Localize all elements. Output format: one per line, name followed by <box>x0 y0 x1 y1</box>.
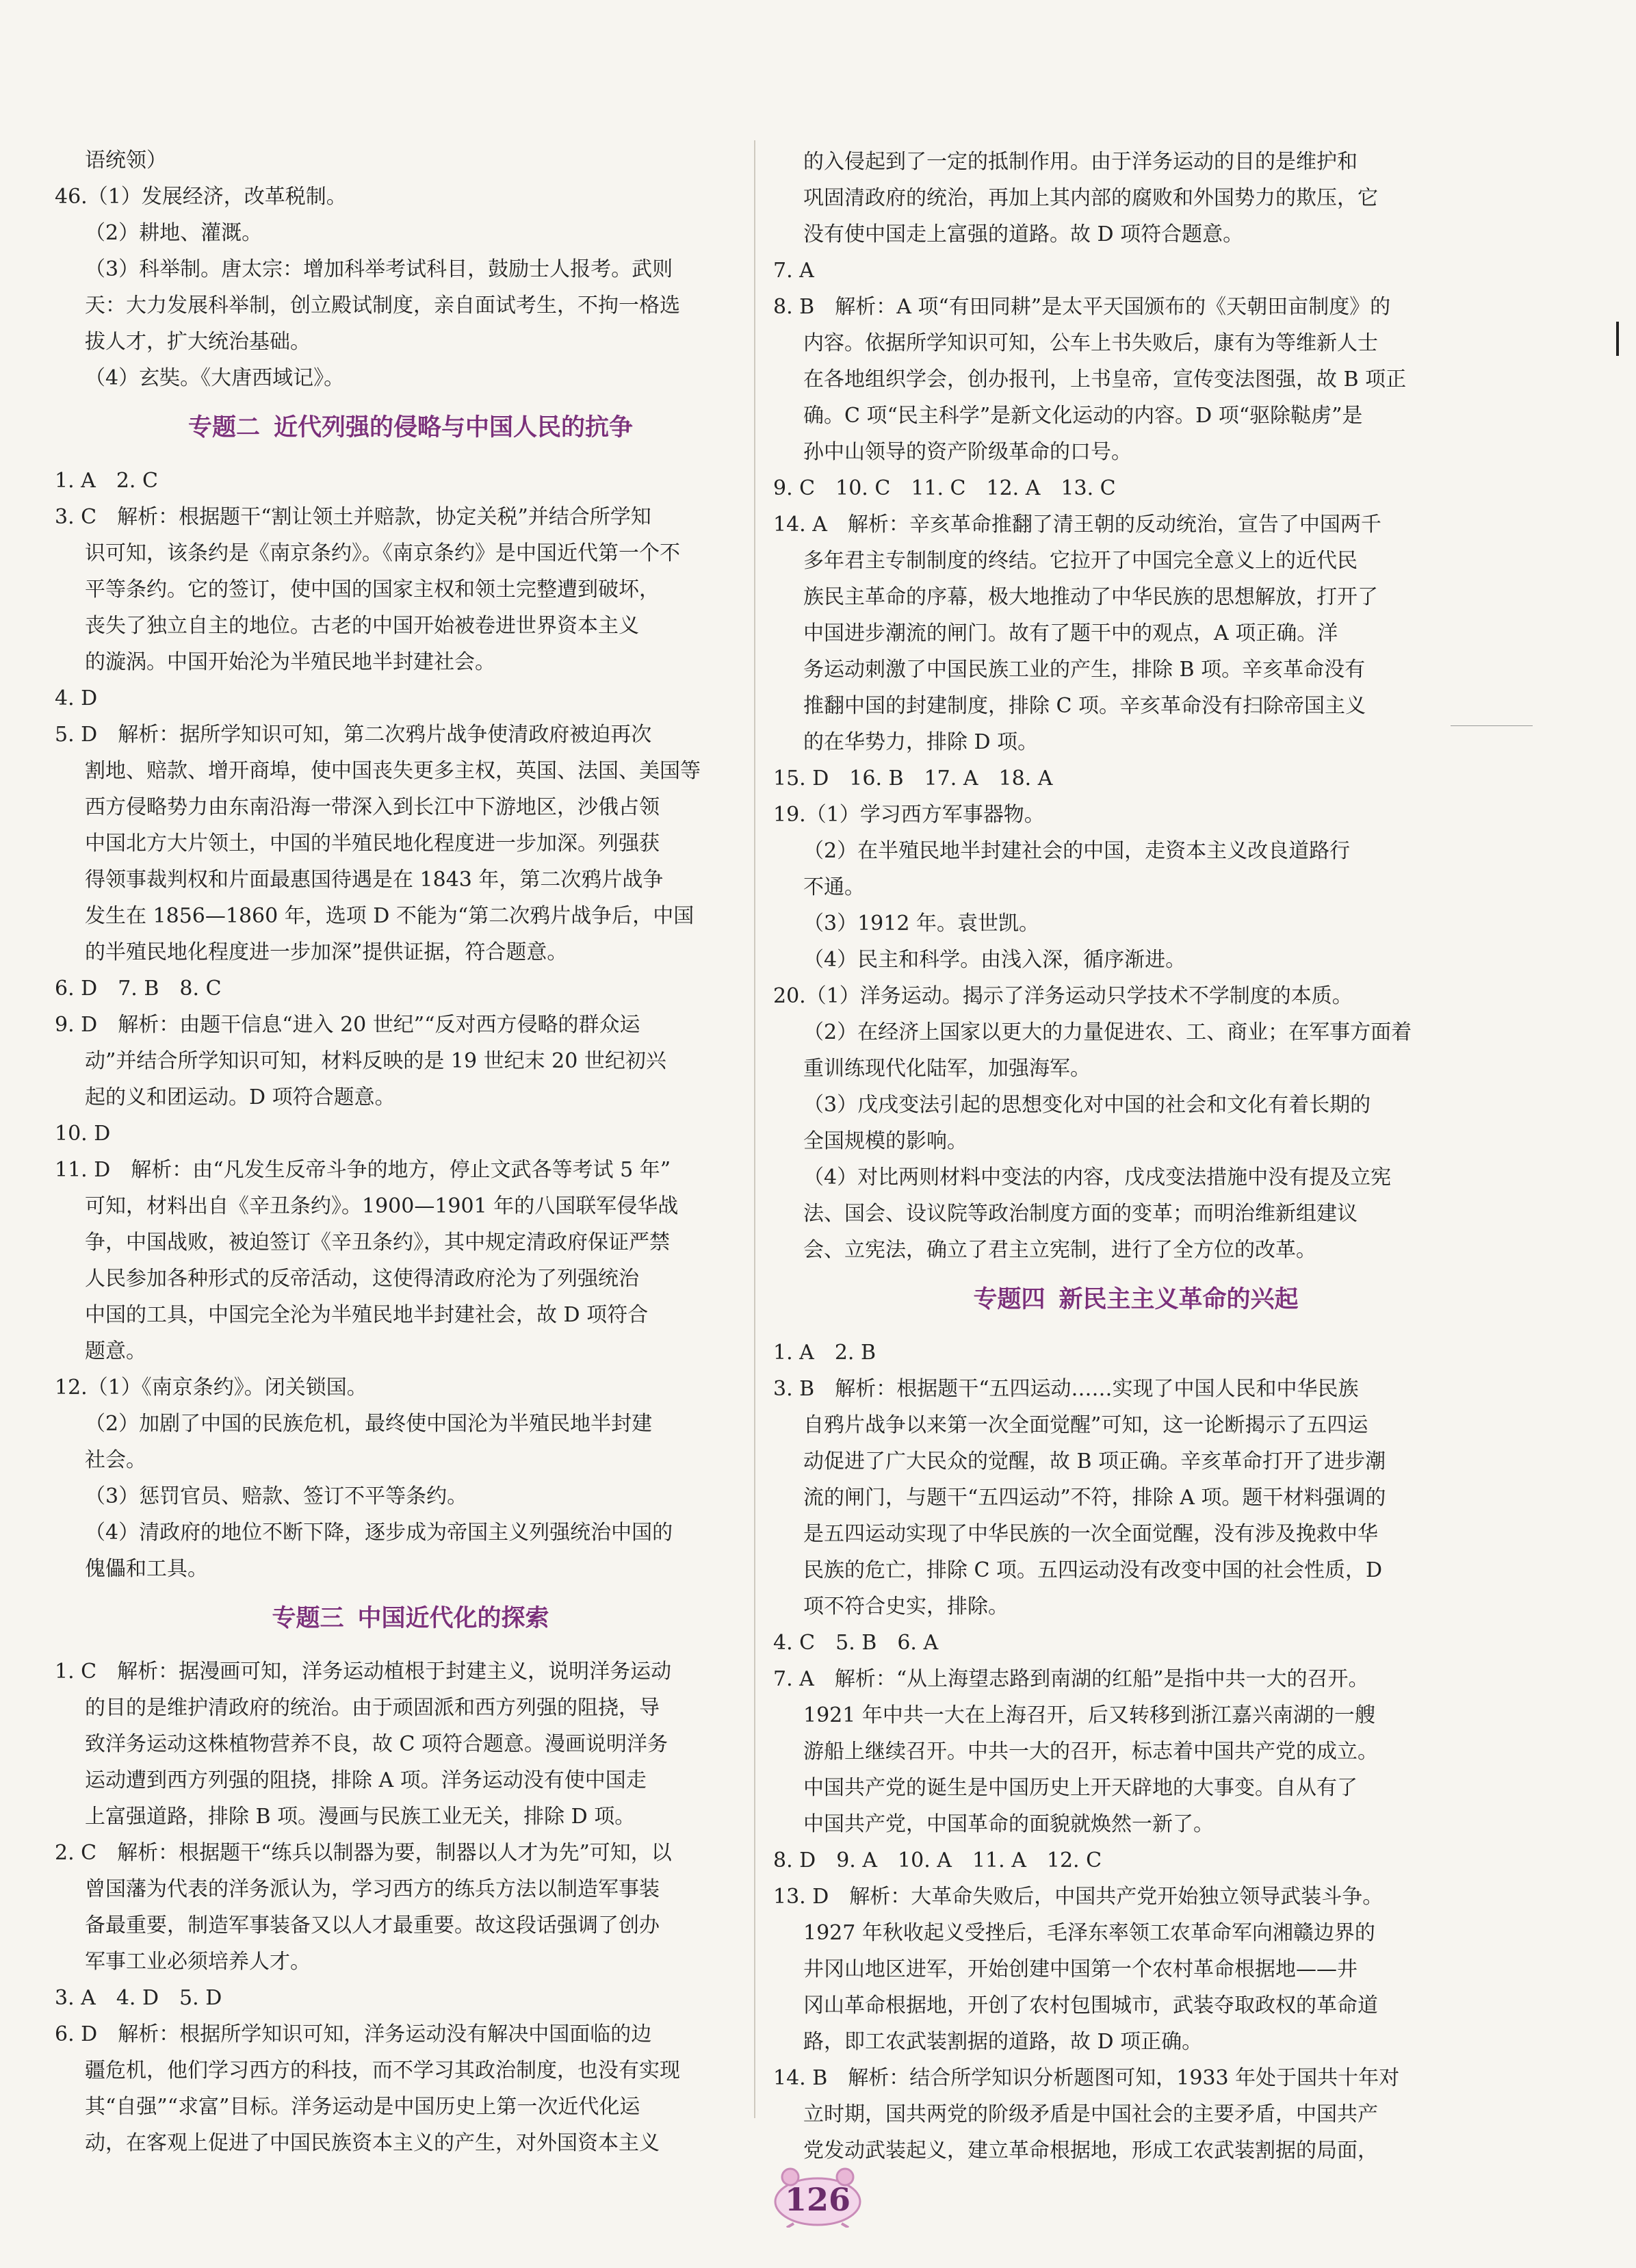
section-heading-title: 近代列强的侵略与中国人民的抗争 <box>274 414 634 441</box>
text-line: 会、立宪法，确立了君主立宪制，进行了全方位的改革。 <box>803 1238 1316 1262</box>
text-line: 的漩涡。中国开始沦为半殖民地半封建社会。 <box>85 650 495 674</box>
text-line: 西方侵略势力由东南沿海一带深入到长江中下游地区，沙俄占领 <box>85 795 660 819</box>
text-line: 割地、赔款、增开商埠，使中国丧失更多主权，英国、法国、美国等 <box>85 759 701 783</box>
text-line: 3. A 4. D 5. D <box>55 1986 222 2010</box>
text-line: 不通。 <box>803 875 865 899</box>
text-line: 13. D 解析：大革命失败后，中国共产党开始独立领导武装斗争。 <box>773 1885 1384 1909</box>
text-line: 内容。依据所学知识可知，公车上书失败后，康有为等维新人士 <box>803 331 1378 355</box>
section-heading-prefix: 专题二 <box>187 414 260 441</box>
text-line: 7. A <box>773 259 814 283</box>
text-line: 动促进了广大民众的觉醒，故 B 项正确。辛亥革命打开了进步潮 <box>803 1449 1386 1473</box>
text-line: （4）玄奘。《大唐西域记》。 <box>85 366 345 390</box>
text-line: 路，即工农武装割据的道路，故 D 项正确。 <box>803 2030 1203 2054</box>
text-line: 人民参加各种形式的反帝活动，这使得清政府沦为了列强统治 <box>85 1267 639 1291</box>
text-line: 项不符合史实，排除。 <box>803 1595 1009 1619</box>
text-line: 重训练现代化陆军，加强海军。 <box>803 1057 1091 1081</box>
text-line: 2. C 解析：根据题干“练兵以制器为要，制器以人才为先”可知，以 <box>55 1841 672 1865</box>
text-line: 族民主革命的序幕，极大地推动了中华民族的思想解放，打开了 <box>803 585 1378 609</box>
text-line: 疆危机，他们学习西方的科技，而不学习其政治制度，也没有实现 <box>85 2059 680 2083</box>
text-line: 1921 年中共一大在上海召开，后又转移到浙江嘉兴南湖的一艘 <box>803 1703 1375 1727</box>
text-line: 中国的工具，中国完全沦为半殖民地半封建社会，故 D 项符合 <box>85 1303 649 1327</box>
text-line: 11. D 解析：由“凡发生反帝斗争的地方，停止文武各等考试 5 年” <box>55 1158 671 1182</box>
section-heading <box>55 404 766 452</box>
text-line: 法、国会、设议院等政治制度方面的变革；而明治维新组建议 <box>803 1202 1358 1226</box>
text-line: 3. B 解析：根据题干“五四运动……实现了中国人民和中华民族 <box>773 1377 1359 1401</box>
text-line: （3）1912 年。袁世凯。 <box>803 912 1039 936</box>
text-line: 7. A 解析：“从上海望志路到南湖的红船”是指中共一大的召开。 <box>773 1667 1369 1691</box>
text-line: （2）耕地、灌溉。 <box>85 221 263 245</box>
text-line: 1927 年秋收起义受挫后，毛泽东率领工农革命军向湘赣边界的 <box>803 1921 1375 1945</box>
text-line: （3）惩罚官员、赔款、签订不平等条约。 <box>85 1484 468 1508</box>
text-line: 动，在客观上促进了中国民族资本主义的产生，对外国资本主义 <box>85 2131 660 2155</box>
text-line: 社会。 <box>85 1448 146 1472</box>
page-number: 126 <box>784 2181 851 2218</box>
text-line: 6. D 解析：根据所学知识可知，洋务运动没有解决中国面临的边 <box>55 2022 652 2046</box>
text-line: 在各地组织学会，创办报刊，上书皇帝，宣传变法图强，故 B 项正 <box>803 368 1407 391</box>
text-line: 14. A 解析：辛亥革命推翻了清王朝的反动统治，宣告了中国两千 <box>773 513 1381 537</box>
text-line: （3）戊戌变法引起的思想变化对中国的社会和文化有着长期的 <box>803 1093 1371 1117</box>
section-heading-title: 中国近代化的探索 <box>357 1605 549 1632</box>
section-heading-prefix: 专题三 <box>272 1605 344 1632</box>
text-line: 运动遭到西方列强的阻挠，排除 A 项。洋务运动没有使中国走 <box>85 1768 647 1792</box>
text-line: 其“自强”“求富”目标。洋务运动是中国历史上第一次近代化运 <box>85 2095 640 2119</box>
text-line: 军事工业必须培养人才。 <box>85 1950 311 1974</box>
edge-mark <box>1616 322 1619 356</box>
text-line: 全国规模的影响。 <box>803 1129 968 1153</box>
text-line: 1. C 解析：据漫画可知，洋务运动植根于封建主义，说明洋务运动 <box>55 1660 672 1684</box>
text-line: 8. B 解析：A 项“有田同耕”是太平天国颁布的《天朝田亩制度》的 <box>773 295 1391 319</box>
text-line: 多年君主专制制度的终结。它拉开了中国完全意义上的近代民 <box>803 549 1358 573</box>
text-line: 识可知，该条约是《南京条约》。《南京条约》是中国近代第一个不 <box>85 541 680 565</box>
text-line: 务运动刺激了中国民族工业的产生，排除 B 项。辛亥革命没有 <box>803 658 1366 682</box>
text-line: 起的义和团运动。D 项符合题意。 <box>85 1085 395 1109</box>
section-heading-prefix: 专题四 <box>973 1286 1046 1313</box>
text-line: 中国共产党，中国革命的面貌就焕然一新了。 <box>803 1812 1214 1836</box>
text-line: 傀儡和工具。 <box>85 1557 208 1581</box>
text-line: 天：大力发展科举制，创立殿试制度，亲自面试考生，不拘一格选 <box>85 294 680 318</box>
text-line: 冈山革命根据地，开创了农村包围城市，武装夺取政权的革命道 <box>803 1994 1378 2018</box>
text-line: 中国共产党的诞生是中国历史上开天辟地的大事变。自从有了 <box>803 1776 1358 1800</box>
text-line: 3. C 解析：根据题干“割让领土并赔款，协定关税”并结合所学知 <box>55 505 651 529</box>
section-heading-title: 新民主主义革命的兴起 <box>1059 1286 1299 1313</box>
text-line: 12.（1）《南京条约》。闭关锁国。 <box>55 1376 367 1400</box>
text-line: 上富强道路，排除 B 项。漫画与民族工业无关，排除 D 项。 <box>85 1805 636 1829</box>
text-line: 的目的是维护清政府的统治。由于顽固派和西方列强的阻挠，导 <box>85 1696 660 1720</box>
text-line: （4）对比两则材料中变法的内容，戊戌变法措施中没有提及立宪 <box>803 1165 1392 1189</box>
text-line: 确。C 项“民主科学”是新文化运动的内容。D 项“驱除鞑虏”是 <box>803 404 1363 428</box>
text-line: 立时期，国共两党的阶级矛盾是中国社会的主要矛盾，中国共产 <box>803 2102 1378 2126</box>
text-line: 4. D <box>55 686 98 710</box>
text-line: 巩固清政府的统治，再加上其内部的腐败和外国势力的欺压，它 <box>803 186 1378 210</box>
text-line: 1. A 2. B <box>773 1341 877 1365</box>
text-line: （4）清政府的地位不断下降，逐步成为帝国主义列强统治中国的 <box>85 1521 673 1545</box>
text-line: （2）在经济上国家以更大的力量促进农、工、商业；在军事方面着 <box>803 1020 1412 1044</box>
text-line: （3）科举制。唐太宗：增加科举考试科目，鼓励士人报考。武则 <box>85 257 673 281</box>
right-column <box>773 145 1498 2170</box>
page-number-badge <box>766 2166 869 2228</box>
text-line: 曾国藩为代表的洋务派认为，学习西方的练兵方法以制造军事装 <box>85 1877 660 1901</box>
text-line: 得领事裁判权和片面最惠国待遇是在 1843 年，第二次鸦片战争 <box>85 868 664 892</box>
text-line: 14. B 解析：结合所学知识分析题图可知，1933 年处于国共十年对 <box>773 2066 1400 2090</box>
text-line: 8. D 9. A 10. A 11. A 12. C <box>773 1848 1102 1872</box>
text-line: 丧失了独立自主的地位。古老的中国开始被卷进世界资本主义 <box>85 614 639 638</box>
section-heading <box>773 1276 1498 1324</box>
text-line: 拔人才，扩大统治基础。 <box>85 330 311 354</box>
text-line: （2）加剧了中国的民族危机，最终使中国沦为半殖民地半封建 <box>85 1412 653 1436</box>
text-line: 备最重要，制造军事装备又以人才最重要。故这段话强调了创办 <box>85 1913 660 1937</box>
text-line: 中国进步潮流的闸门。故有了题干中的观点，A 项正确。洋 <box>803 621 1338 645</box>
text-line: 10. D <box>55 1122 111 1146</box>
section-heading <box>55 1595 766 1642</box>
text-line: 党发动武装起义，建立革命根据地，形成工农武装割据的局面， <box>803 2139 1378 2163</box>
text-line: 井冈山地区进军，开始创建中国第一个农村革命根据地——井 <box>803 1957 1358 1981</box>
text-line: 1. A 2. C <box>55 469 158 493</box>
text-line: 游船上继续召开。中共一大的召开，标志着中国共产党的成立。 <box>803 1740 1378 1764</box>
text-line: 6. D 7. B 8. C <box>55 977 222 1001</box>
text-line: 发生在 1856—1860 年，选项 D 不能为“第二次鸦片战争后，中国 <box>85 904 694 928</box>
text-line: 的半殖民地化程度进一步加深”提供证据，符合题意。 <box>85 940 568 964</box>
text-line: 的在华势力，排除 D 项。 <box>803 730 1039 754</box>
text-line: （2）在半殖民地半封建社会的中国，走资本主义改良道路行 <box>803 839 1351 863</box>
text-line: 中国北方大片领土，中国的半殖民地化程度进一步加深。列强获 <box>85 832 660 855</box>
text-line: 的入侵起到了一定的抵制作用。由于洋务运动的目的是维护和 <box>803 150 1358 174</box>
text-line: 19.（1）学习西方军事器物。 <box>773 803 1045 827</box>
text-line: 推翻中国的封建制度，排除 C 项。辛亥革命没有扫除帝国主义 <box>803 694 1366 718</box>
left-column <box>55 144 766 2163</box>
text-line: 语统领） <box>85 149 167 172</box>
text-line: 9. C 10. C 11. C 12. A 13. C <box>773 476 1116 500</box>
text-line: 题意。 <box>85 1339 146 1363</box>
text-line: 争，中国战败，被迫签订《辛丑条约》，其中规定清政府保证严禁 <box>85 1230 670 1254</box>
text-line: 9. D 解析：由题干信息“进入 20 世纪”“反对西方侵略的群众运 <box>55 1013 640 1037</box>
text-line: 15. D 16. B 17. A 18. A <box>773 766 1053 790</box>
text-line: 致洋务运动这株植物营养不良，故 C 项符合题意。漫画说明洋务 <box>85 1732 668 1756</box>
text-line: 5. D 解析：据所学知识可知，第二次鸦片战争使清政府被迫再次 <box>55 723 652 747</box>
text-line: 20.（1）洋务运动。揭示了洋务运动只学技术不学制度的本质。 <box>773 984 1353 1008</box>
text-line: 自鸦片战争以来第一次全面觉醒”可知，这一论断揭示了五四运 <box>803 1413 1368 1437</box>
text-line: 是五四运动实现了中华民族的一次全面觉醒，没有涉及挽救中华 <box>803 1522 1378 1546</box>
text-line: 孙中山领导的资产阶级革命的口号。 <box>803 440 1132 464</box>
text-line: 没有使中国走上富强的道路。故 D 项符合题意。 <box>803 222 1244 246</box>
text-line: （4）民主和科学。由浅入深，循序渐进。 <box>803 948 1186 972</box>
text-line: 民族的危亡，排除 C 项。五四运动没有改变中国的社会性质，D <box>803 1558 1383 1582</box>
text-line: 46.（1）发展经济，改革税制。 <box>55 185 347 209</box>
text-line: 4. C 5. B 6. A <box>773 1631 939 1655</box>
text-line: 可知，材料出自《辛丑条约》。1900—1901 年的八国联军侵华战 <box>85 1194 679 1218</box>
text-line: 动”并结合所学知识可知，材料反映的是 19 世纪末 20 世纪初兴 <box>85 1049 666 1073</box>
text-line: 流的闸门，与题干“五四运动”不符，排除 A 项。题干材料强调的 <box>803 1486 1386 1510</box>
text-line: 平等条约。它的签订，使中国的国家主权和领土完整遭到破坏， <box>85 578 660 602</box>
